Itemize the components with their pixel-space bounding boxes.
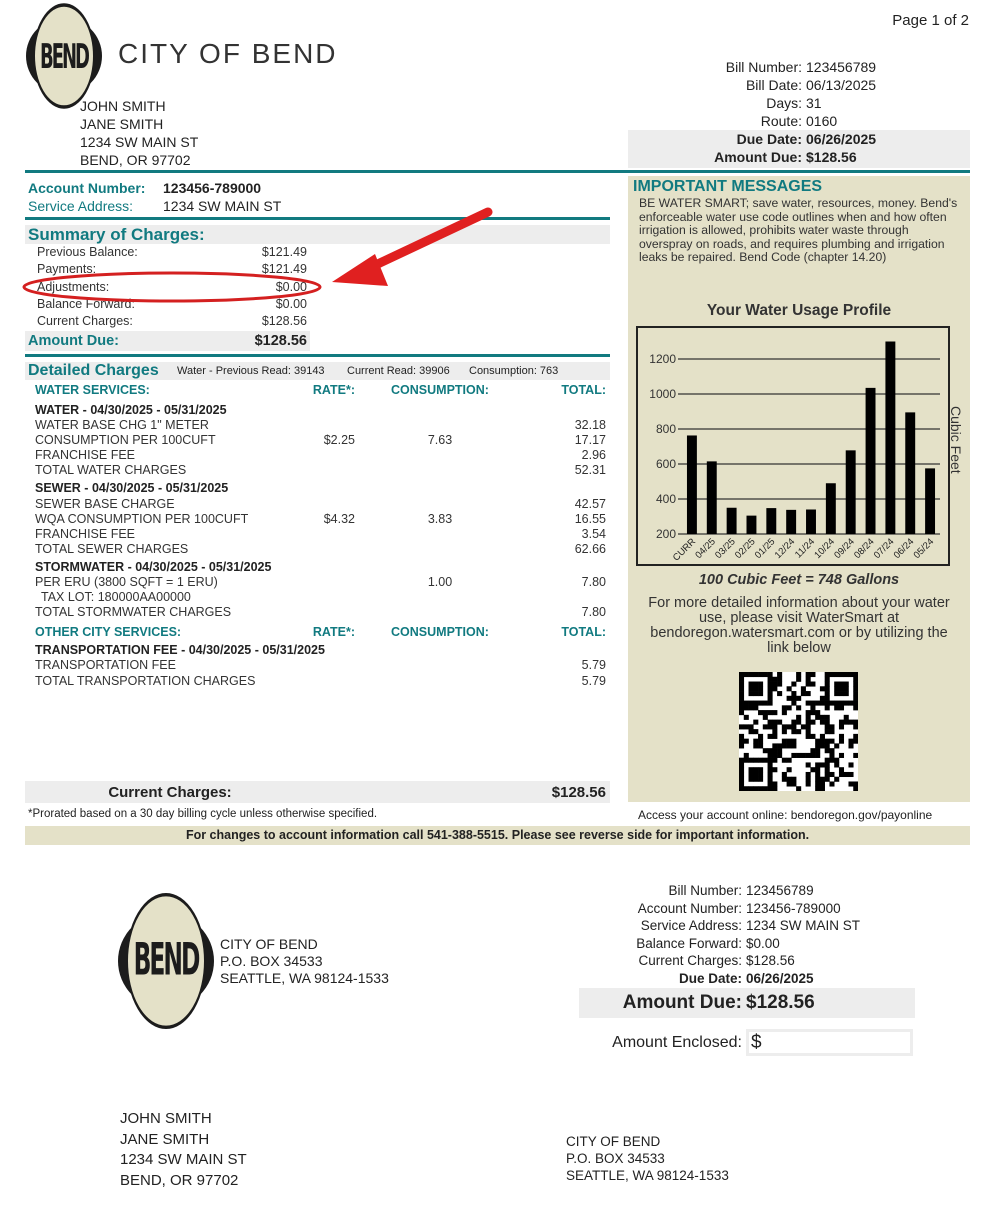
summary-divider [25, 354, 610, 357]
amount-enclosed-field[interactable]: $ [746, 1029, 913, 1056]
page-number: Page 1 of 2 [892, 12, 969, 29]
customer-address: JOHN SMITH JANE SMITH 1234 SW MAIN ST BEND, OR 97702 [80, 98, 199, 168]
route-row: Route: 0160 [760, 113, 838, 129]
stub-amount-due: Amount Due: $128.56 [579, 988, 915, 1018]
account-number: 123456-789000 [163, 180, 262, 196]
charge-total-row: TOTAL TRANSPORTATION CHARGES 5.79 [35, 673, 606, 688]
logo-text: BEND [39, 35, 88, 77]
online-access: Access your account online: bendoregon.gov/payonline [638, 808, 933, 822]
svg-text:11/24: 11/24 [793, 536, 818, 561]
charge-row: CONSUMPTION PER 100CUFT $2.25 7.63 17.17 [35, 433, 606, 448]
amount-due-row: Amount Due: $128.56 [714, 149, 857, 165]
header-divider [25, 170, 970, 173]
stub-mail-from: JOHN SMITH JANE SMITH 1234 SW MAIN ST BEND, OR 97702 [120, 1110, 247, 1189]
conversion-note: 100 Cubic Feet = 748 Gallons [698, 572, 900, 588]
water-services-header: WATER SERVICES: RATE*: CONSUMPTION: TOTAL: [35, 383, 606, 397]
annotation-arrow-icon [20, 200, 500, 310]
qr-code[interactable] [739, 672, 858, 791]
svg-text:10/24: 10/24 [812, 536, 837, 561]
svg-text:800: 800 [655, 422, 676, 436]
charge-total-row: TOTAL WATER CHARGES 52.31 [35, 463, 606, 478]
svg-text:12/24: 12/24 [772, 536, 798, 561]
charge-total-row: TOTAL SEWER CHARGES 62.66 [35, 541, 606, 556]
prorate-footnote: *Prorated based on a 30 day billing cycle unless otherwise specified. [28, 808, 378, 820]
previous-read: Water - Previous Read: 39143 [177, 365, 325, 377]
svg-text:07/24: 07/24 [871, 536, 897, 561]
messages-body: BE WATER SMART; save water, resources, money. Bend's enforceable water use code outlines when and how often irrigation is allowed, prohibits water waste through overspray on roads, and requires plumbing and irrigation leaks be repaired. Bend Code (chapter 14.20) [639, 196, 958, 264]
summary-row: Current Charges: $128.56 [37, 314, 307, 329]
charge-row: WQA CONSUMPTION PER 100CUFT $4.32 3.83 16.55 [35, 511, 606, 526]
summary-row-adjustments: Adjustments: $0.00 [37, 279, 307, 294]
charge-row: WATER BASE CHG 1" METER 32.18 [35, 418, 606, 433]
svg-text:04/25: 04/25 [693, 536, 718, 561]
svg-text:CURR: CURR [670, 536, 699, 564]
charge-row: TRANSPORTATION FEE 5.79 [35, 658, 606, 673]
bar-chart [638, 328, 948, 564]
y-axis-label: Cubic Feet [948, 406, 964, 474]
stub-mail-to: CITY OF BEND P.O. BOX 34533 SEATTLE, WA 98124-1533 [566, 1134, 729, 1183]
svg-text:05/24: 05/24 [911, 536, 937, 561]
service-address: 1234 SW MAIN ST [163, 198, 282, 214]
due-date-row: Due Date: 06/26/2025 [736, 131, 877, 147]
charge-row: PER ERU (3800 SQFT = 1 ERU) 1.00 7.80 [35, 575, 606, 590]
charge-row: FRANCHISE FEE 3.54 [35, 526, 606, 541]
amount-enclosed-row: Amount Enclosed: $ [560, 1029, 915, 1056]
bill-date-row: Bill Date: 06/13/2025 [745, 77, 877, 93]
due-box [628, 130, 970, 168]
svg-text:09/24: 09/24 [832, 536, 857, 561]
account-block: Account Number: 123456-789000 Service Address: 1234 SW MAIN ST [28, 180, 282, 214]
tax-lot-row: TAX LOT: 180000AA00000 [41, 590, 191, 605]
bill-info [628, 58, 970, 168]
stub-remit-address: CITY OF BEND P.O. BOX 34533 SEATTLE, WA 98124-1533 [220, 936, 389, 986]
current-charges-bar: Current Charges: $128.56 [25, 781, 610, 803]
water-section-title: WATER - 04/30/2025 - 05/31/2025 [35, 403, 227, 417]
svg-text:600: 600 [655, 457, 676, 471]
consumption-read: Consumption: 763 [469, 365, 559, 377]
brand-name: CITY OF BEND [118, 38, 338, 69]
detailed-charges-table [25, 382, 610, 689]
svg-text:400: 400 [655, 492, 676, 506]
watersmart-info: For more detailed information about your water use, please visit WaterSmart at bendoregon.watersmart.com or by utilizing the link below [648, 595, 950, 656]
svg-text:1200: 1200 [649, 352, 676, 366]
summary-row: Payments: $121.49 [37, 262, 307, 277]
detailed-header [25, 362, 610, 380]
svg-text:08/24: 08/24 [852, 536, 877, 561]
water-usage-chart [636, 326, 964, 566]
city-logo [26, 18, 102, 94]
messages-title: IMPORTANT MESSAGES [633, 178, 823, 195]
charge-row: FRANCHISE FEE 2.96 [35, 448, 606, 463]
svg-text:1000: 1000 [649, 387, 676, 401]
charge-total-row: TOTAL STORMWATER CHARGES 7.80 [35, 605, 606, 620]
stormwater-section-title: STORMWATER - 04/30/2025 - 05/31/2025 [35, 559, 272, 574]
svg-text:06/24: 06/24 [891, 536, 917, 561]
account-change-notice: For changes to account information call 541-388-5515. Please see reverse side for important information. [25, 826, 970, 845]
svg-text:02/25: 02/25 [732, 536, 758, 561]
summary-row: Balance Forward: $0.00 [37, 296, 307, 311]
bill-number-row: Bill Number: 123456789 [725, 59, 877, 75]
svg-text:01/25: 01/25 [752, 536, 778, 561]
detailed-title: Detailed Charges [28, 362, 159, 379]
days-row: Days: 31 [766, 95, 822, 111]
chart-title: Your Water Usage Profile [706, 301, 892, 319]
summary-row: Previous Balance: $121.49 [37, 245, 307, 259]
summary-amount-due: Amount Due: $128.56 [25, 331, 310, 351]
svg-text:03/25: 03/25 [713, 536, 738, 561]
summary-title: Summary of Charges: [25, 225, 610, 244]
stub-city-logo: BEND [118, 913, 214, 1009]
other-services-header: OTHER CITY SERVICES: RATE*: CONSUMPTION: TOTAL: [35, 625, 606, 640]
sewer-section-title: SEWER - 04/30/2025 - 05/31/2025 [35, 481, 229, 496]
current-read: Current Read: 39906 [347, 365, 450, 377]
svg-text:200: 200 [655, 527, 676, 541]
stub-bill-info: Bill Number: 123456789 Account Number: 123456-789000 Service Address: 1234 SW MAIN ST Balance Forward: $0.00 Current Charges: $128.56 Due Date: 06/26/2025 [636, 883, 861, 986]
transportation-section-title: TRANSPORTATION FEE - 04/30/2025 - 05/31/2025 [35, 643, 325, 658]
charge-row: SEWER BASE CHARGE 42.57 [35, 496, 606, 511]
qr-code-icon [739, 672, 858, 791]
important-messages-panel [628, 176, 970, 802]
